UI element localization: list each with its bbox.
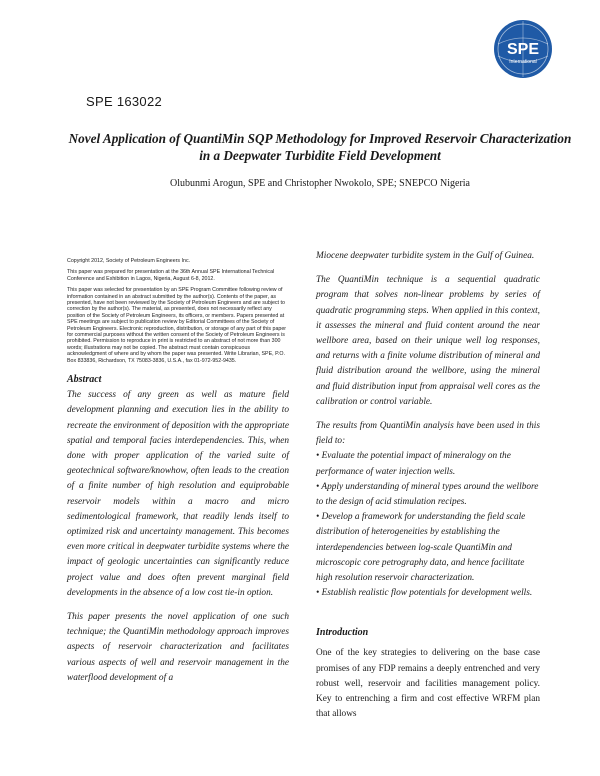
abstract-paragraph-2: This paper presents the novel application of one such technique; the QuantiMin methodology approach improves aspects of reservoir characterization and facilitates various aspects of well and reservoir management in the waterflood development of a	[67, 611, 289, 683]
introduction-heading: Introduction	[316, 627, 369, 639]
right-paragraph-3: The results from QuantiMin analysis have been used in this field to:	[316, 421, 540, 447]
right-paragraph-2: The QuantiMin technique is a sequential quadratic program that solves non-linear problems by series of quadratic programming steps. When applied in this context, it assesses the mineral and fluid content around the near wellbore area, based on their unique well log responses, and returns with a finite volume distribution of mineral and fluid distribution around the wellbore, using the mineral and fluid distribution input from appraisal well cores as the calibration or control variable.	[316, 275, 540, 407]
paper-title	[40, 130, 600, 164]
right-paragraph-1: Miocene deepwater turbidite system in the Gulf of Guinea.	[316, 251, 535, 261]
abstract-heading: Abstract	[67, 374, 102, 386]
title-line-1: Novel Application of QuantiMin SQP Methodology for Improved Reservoir Characterization	[68, 131, 572, 146]
left-column	[67, 258, 289, 686]
legal-notice: This paper was selected for presentation by an SPE Program Committee following review of information contained in an abstract submitted by the author(s). Contents of the paper, as presented, have not been reviewed by the Society of Petroleum Engineers and are subject to correction by the author(s). The material, as presented, does not necessarily reflect any position of the Society of Petroleum Engineers, its officers, or members. Papers presented at SPE meetings are subject to publication review by Editorial Committees of the Society of Petroleum Engineers. Electronic reproduction, distribution, or storage of any part of this paper for commercial purposes without the written consent of the Society of Petroleum Engineers is prohibited. Permission to reproduce in print is restricted to an abstract of not more than 300 words; illustrations may not be copied. The abstract must contain conspicuous acknowledgment of where and by whom the paper was presented. Write Librarian, SPE, P.O. Box 833836, Richardson, TX 75083-3836, U.S.A., fax 01-972-952-9435.	[67, 287, 287, 364]
results-bullet-list	[316, 449, 540, 601]
right-column	[316, 249, 540, 722]
logo-text: SPE	[506, 41, 540, 58]
bullet-item: • Develop a framework for understanding the field scale distribution of heterogeneities by establishing the interdependencies between log-scale QuantiMin and microscopic core petrography data, and hence facilitate high resolution reservoir characterization.	[316, 512, 526, 584]
bullet-item: • Establish realistic flow potentials for development wells.	[316, 588, 533, 599]
spe-logo	[492, 18, 554, 80]
conference-notice: This paper was prepared for presentation at the 36th Annual SPE International Technical Conference and Exhibition in Lagos, Nigeria, August 6-8, 2012.	[67, 269, 275, 282]
bullet-item: • Evaluate the potential impact of mineralogy on the performance of water injection wells.	[316, 451, 511, 477]
paper-number: SPE 163022	[86, 94, 163, 109]
introduction-paragraph-1: One of the key strategies to delivering on the base case promises of any FDP remains a deeply entrenched and very robust well, reservoir and facilities management policy. Key to entrenching a firm and cost effective WRFM plan that allows	[316, 648, 540, 720]
title-line-2: in a Deepwater Turbidite Field Development	[199, 148, 441, 163]
abstract-paragraph-1: The success of any green as well as mature field development planning and execution lies in the ability to recreate the environment of deposition with the appropriate spatial and temporal facies interdependencies. This, when done with proper application of the varied suite of geotechnical software/knowhow, often leads to the creation of a finite number of high resolution and equiprobable reservoir models within a macro and micro sedimentological framework, that readily lends itself to optimized risk and uncertainty management. This becomes even more critical in deepwater turbidite systems where the impact of geologic uncertainties can significantly reduce project value and does often prevent marginal field developments in the absence of a low cost tie-in option.	[67, 390, 289, 598]
authors: Olubunmi Arogun, SPE and Christopher Nwokolo, SPE; SNEPCO Nigeria	[169, 178, 470, 189]
bullet-item: • Apply understanding of mineral types around the wellbore to the design of acid stimulation recipes.	[316, 481, 539, 508]
logo-subtext: International	[509, 59, 537, 65]
copyright-notice: Copyright 2012, Society of Petroleum Engineers Inc.	[67, 258, 191, 264]
